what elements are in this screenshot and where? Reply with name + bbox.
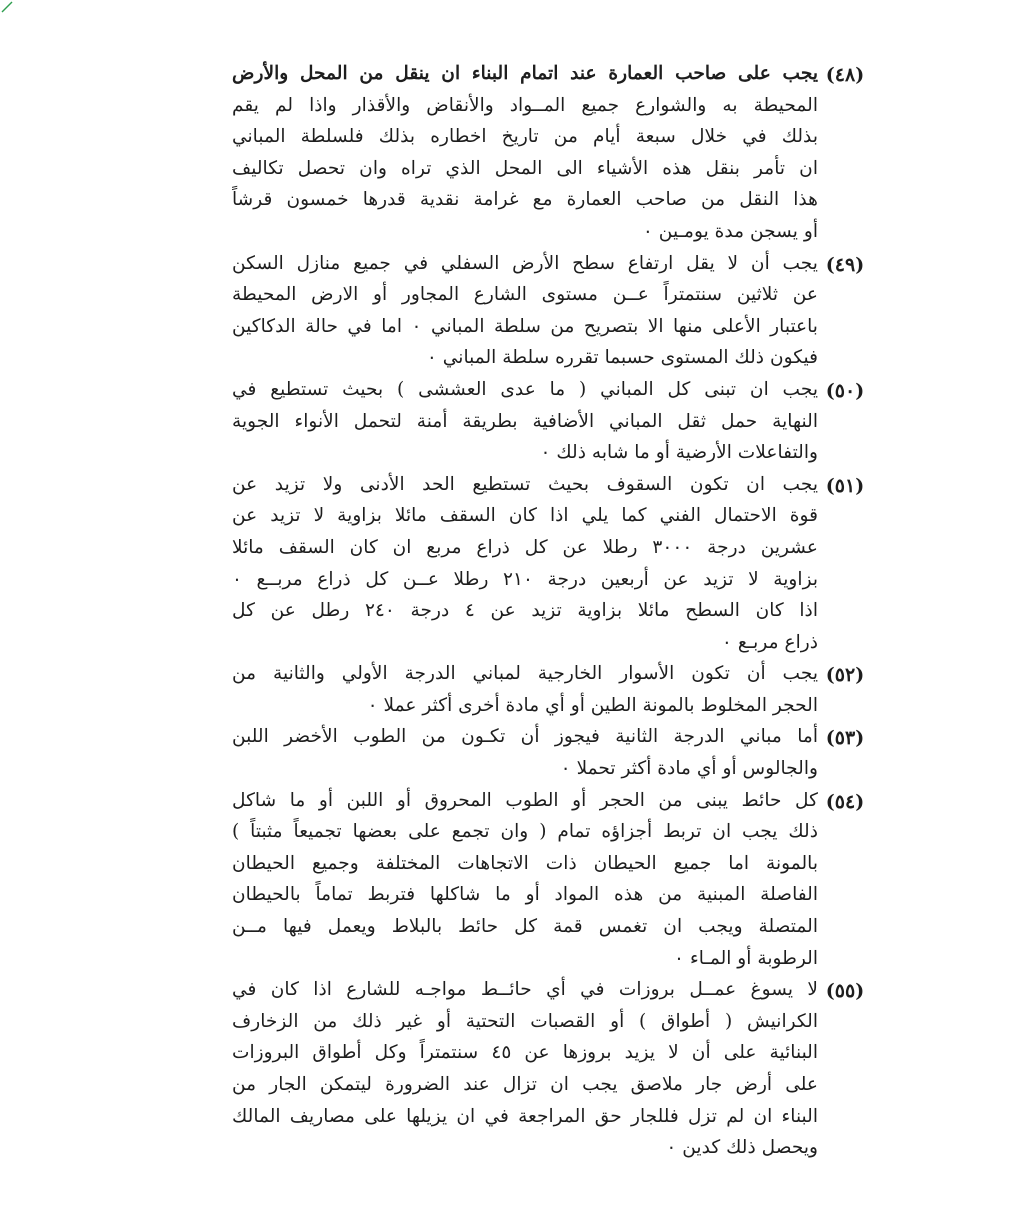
corner-mark-icon — [0, 0, 16, 16]
clause-line: البناء ان لم تزل فللجار حق المراجعة في ان يزيلها على مصاريف المالك — [232, 1105, 818, 1127]
clause-line: عن ثلاثين سنتمتراً عــن مستوى الشارع المجاور أو الارض المحيطة — [232, 284, 818, 306]
clause-line: والجالوس أو أي مادة أكثر تحملا ٠ — [560, 758, 818, 780]
document-body — [232, 58, 865, 1164]
clause-line: كل حائط يبنى من الحجر أو الطوب المحروق أو اللبن أو ما شاكل — [232, 789, 818, 811]
clause-line: فيكون ذلك المستوى حسبما تقرره سلطة المباني ٠ — [426, 347, 818, 369]
clause-48 — [232, 58, 865, 248]
clause-53 — [232, 721, 865, 784]
clause-line: ذلك يجب ان تربط أجزاؤه تمام ( وان تجمع على بعضها تجميعاً مثبتاً ) — [232, 821, 818, 843]
clause-number: (٥٠) — [825, 379, 865, 402]
clause-line: لا يسوغ عمــل بروزات في أي حائــط مواجـه للشارع اذا كان في — [232, 979, 818, 1001]
clause-number: (٥٢) — [825, 664, 865, 687]
clause-line: ذراع مربـع ٠ — [721, 631, 818, 653]
clause-55 — [232, 974, 865, 1164]
clause-line: يجب أن تكون الأسوار الخارجية لمباني الدرجة الأولي والثانية من — [232, 663, 818, 685]
clause-number: (٤٩) — [825, 253, 865, 276]
clause-line: الفاصلة المبنية من هذه المواد أو ما شاكلها فتربط تماماً بالحيطان — [232, 884, 818, 906]
clause-line: بالمونة اما جميع الحيطان ذات الاتجاهات المختلفة وجميع الحيطان — [232, 852, 818, 874]
clause-number: (٥٥) — [825, 980, 865, 1003]
clause-line: يجب على صاحب العمارة عند اتمام البناء ان ينقل من المحل والأرض — [232, 63, 818, 84]
clause-line: والتفاعلات الأرضية أو ما شابه ذلك ٠ — [540, 442, 818, 464]
clause-line: يجب ان تبنى كل المباني ( ما عدى العششى ) بحيث تستطيع في — [232, 378, 818, 400]
clause-number: (٥٣) — [825, 727, 865, 750]
clause-line: المتصلة ويجب ان تغمس قمة كل حائط بالبلاط ويعمل فيها مــن — [232, 916, 818, 938]
clause-line: ان تأمر بنقل هذه الأشياء الى المحل الذي تراه وان تحصل تكاليف — [232, 157, 818, 179]
clause-line: على أرض جار ملاصق يجب ان تزال عند الضرورة ليتمكن الجار من — [232, 1074, 818, 1095]
clause-line: النهاية حمل ثقل المباني الأضافية بطريقة أمنة لتحمل الأنواء الجوية — [232, 410, 818, 432]
clause-number: (٥١) — [825, 474, 865, 497]
clause-line: البنائية على أن لا يزيد بروزها عن ٤٥ سنتمتراً وكل أطواق البروزات — [232, 1042, 818, 1064]
clause-50 — [232, 374, 865, 469]
clause-line: بزاوية لا تزيد عن أربعين درجة ٢١٠ رطلا عــن كل ذراع مربــع ٠ — [232, 568, 818, 590]
clause-line: الرطوبة أو المـاء ٠ — [674, 947, 818, 969]
clause-number: (٤٨) — [825, 64, 865, 86]
clause-line: الحجر المخلوط بالمونة الطين أو أي مادة أخرى أكثر عملا ٠ — [367, 694, 818, 716]
clause-line: عشرين درجة ٣٠٠٠ رطلا عن كل ذراع مربع ان كان السقف مائلا — [232, 536, 818, 558]
clause-line: أما مباني الدرجة الثانية فيجوز أن تكـون من الطوب الأخضر اللبن — [232, 726, 818, 748]
clause-54 — [232, 785, 865, 975]
clause-line: يجب أن لا يقل ارتفاع سطح الأرض السفلي في جميع منازل السكن — [232, 252, 818, 274]
clause-line: قوة الاحتمال الفني كما يلي اذا كان السقف مائلا بزاوية لا تزيد عن — [232, 505, 818, 527]
clause-line: يجب ان تكون السقوف بحيث تستطيع الحد الأدنى ولا تزيد عن — [232, 473, 818, 495]
clause-line: اذا كان السطح مائلا بزاوية تزيد عن ٤ درجة ٢٤٠ رطل عن كل — [232, 600, 818, 622]
clause-line: ويحصل ذلك كدين ٠ — [666, 1137, 818, 1159]
clause-line: المحيطة به والشوارع جميع المــواد والأنقاض والأقذار واذا لم يقم — [232, 94, 818, 116]
clause-line: بذلك في خلال سبعة أيام من تاريخ اخطاره بذلك فلسلطة المباني — [232, 126, 818, 148]
clause-line: باعتبار الأعلى منها الا بتصريح من سلطة المباني ٠ اما في حالة الدكاكين — [232, 315, 818, 337]
clause-52 — [232, 658, 865, 721]
clause-number: (٥٤) — [825, 790, 865, 813]
clause-51 — [232, 469, 865, 659]
clause-line: أو يسجن مدة يومـين ٠ — [642, 220, 818, 242]
clause-line: هذا النقل من صاحب العمارة مع غرامة نقدية قدرها خمسون قرشاً — [232, 189, 818, 211]
clause-line: الكرانيش ( أطواق ) أو القصبات التحتية أو غير ذلك من الزخارف — [232, 1010, 818, 1032]
clause-49 — [232, 248, 865, 374]
